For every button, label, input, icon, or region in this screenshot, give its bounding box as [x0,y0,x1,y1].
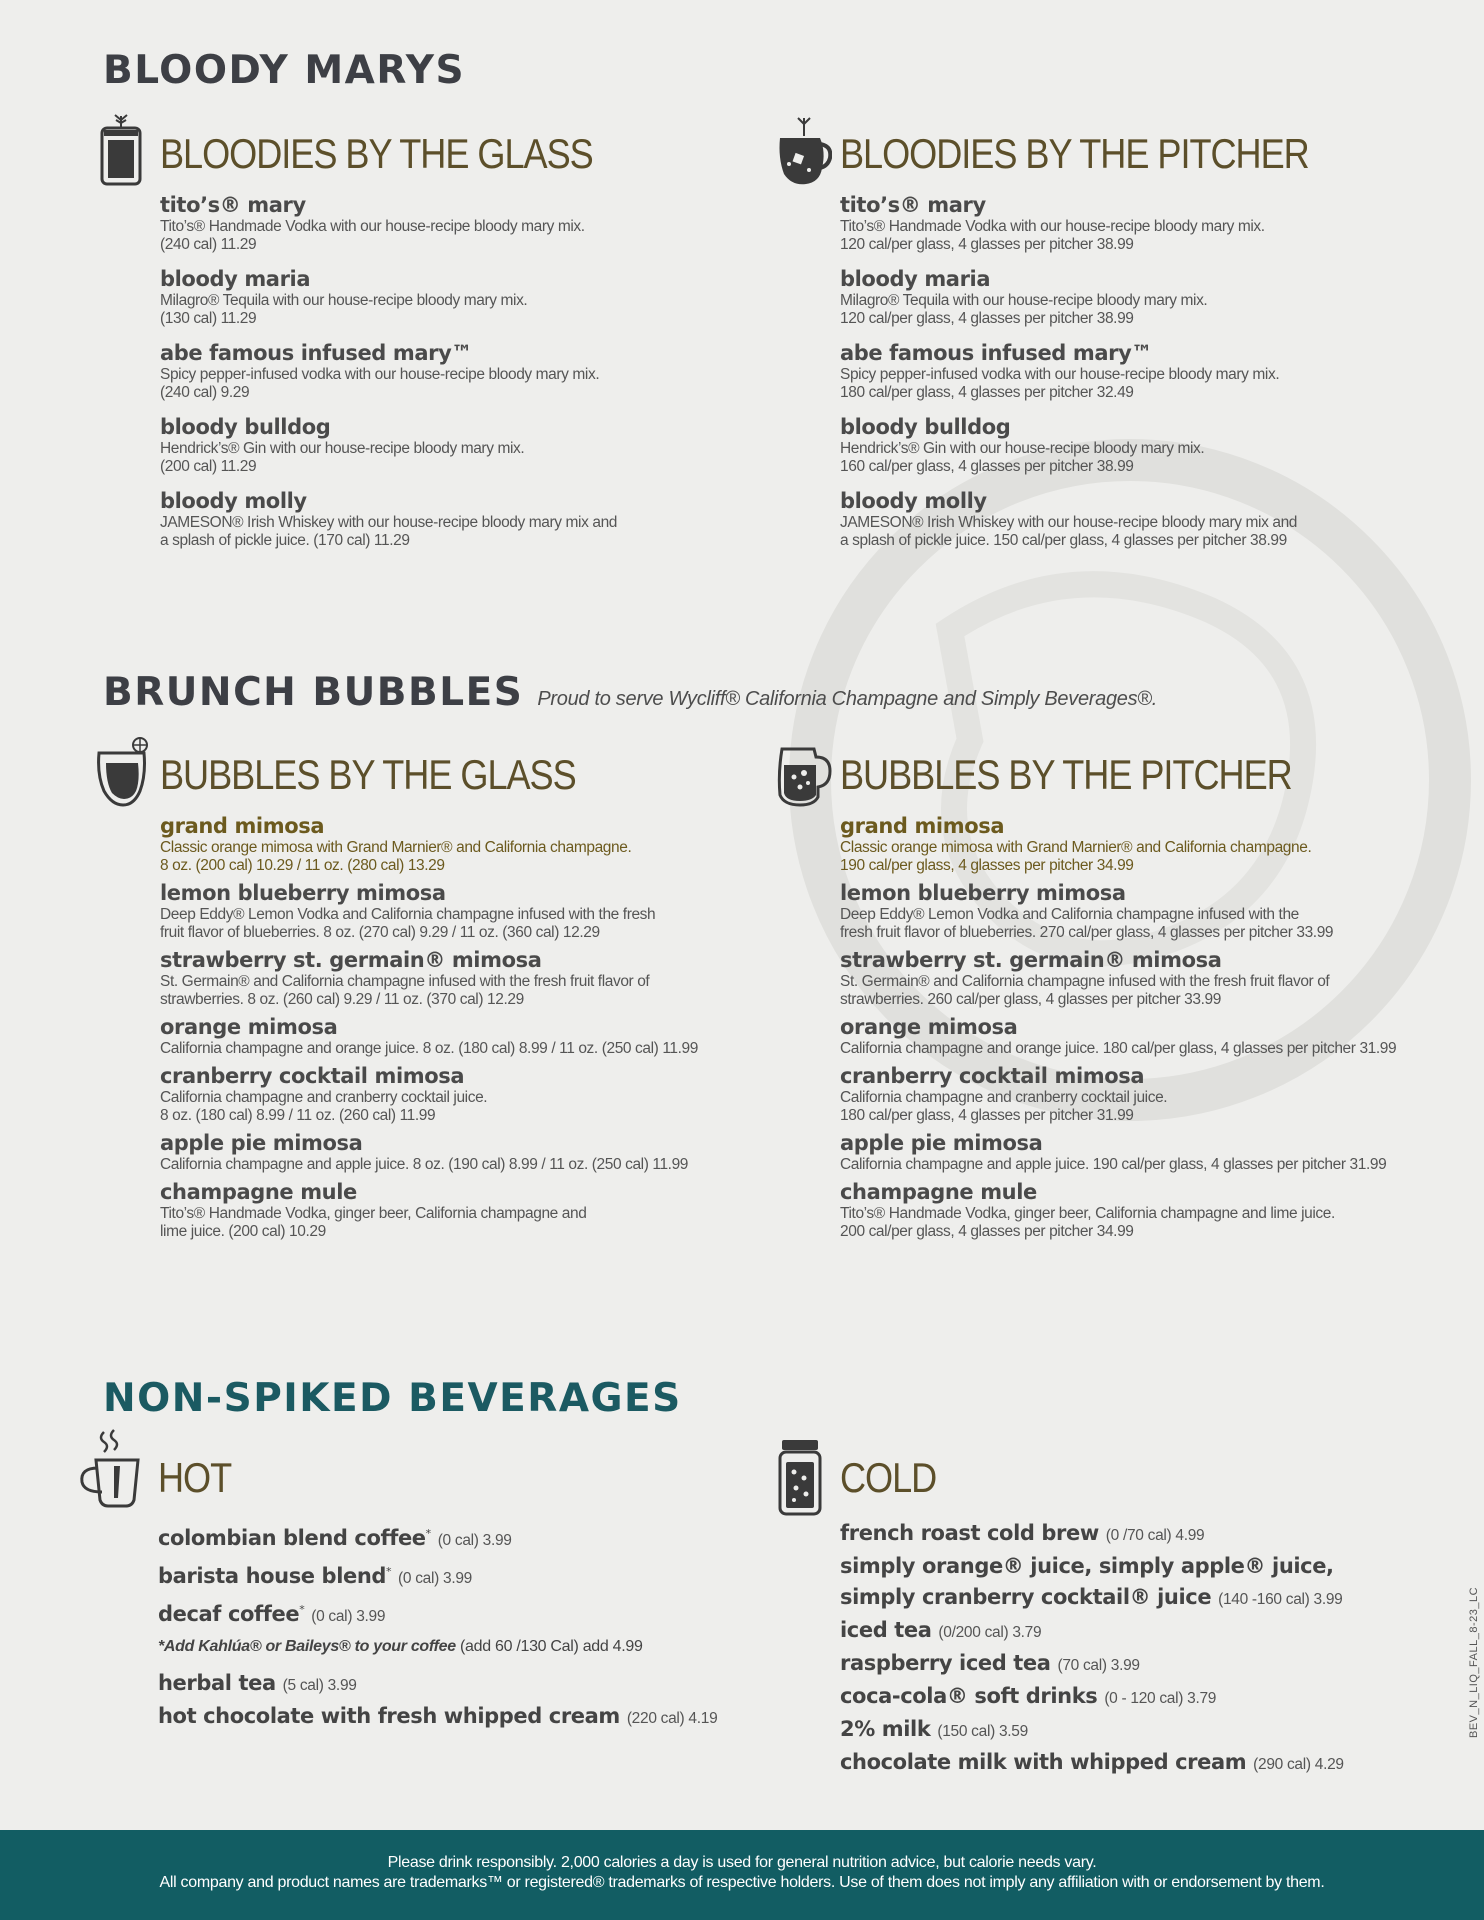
menu-item [160,1014,698,1058]
item-description: 180 cal/per glass, 4 glasses per pitcher 32.49 [840,384,1134,401]
beverage-name: iced tea [840,1618,932,1642]
menu-item [840,1179,1396,1241]
item-name: champagne mule [160,1180,357,1204]
beverage-name: herbal tea [158,1671,276,1695]
item-description: 190 cal/per glass, 4 glasses per pitcher 34.99 [840,857,1134,874]
item-name: cranberry cocktail mimosa [840,1064,1145,1088]
bloodies-pitcher-list [840,192,1297,550]
menu-item [160,880,698,942]
item-name: bloody bulldog [160,415,331,439]
item-name: strawberry st. germain® mimosa [840,948,1222,972]
menu-item [160,488,617,550]
item-description: Deep Eddy® Lemon Vodka and California champagne infused with the fresh [160,906,656,923]
cold-column [840,1454,1344,1780]
hot-list-1 [158,1518,717,1632]
item-name: apple pie mimosa [840,1131,1043,1155]
item-description: California champagne and orange juice. 8 oz. (180 cal) 8.99 / 11 oz. (250 cal) 11.99 [160,1040,698,1057]
pitcher-icon [774,114,832,188]
item-description: 120 cal/per glass, 4 glasses per pitcher 38.99 [840,310,1134,327]
item-name: champagne mule [840,1180,1037,1204]
hot-addon-note [158,1632,717,1662]
beverage-row [158,1518,717,1556]
brunch-bubbles-note: Proud to serve Wycliff® California Champagne and Simply Beverages®. [537,688,1158,710]
section-title-brunch-bubbles [103,670,1157,715]
menu-item [840,1063,1396,1125]
menu-item [160,947,698,1009]
item-description: Tito’s® Handmade Vodka, ginger beer, California champagne and lime juice. [840,1205,1335,1222]
beverage-row [840,1681,1344,1714]
item-description: Tito’s® Handmade Vodka, ginger beer, California champagne and [160,1205,587,1222]
beverage-calories-price: (220 cal) 4.19 [626,1710,718,1727]
beverage-calories-price: (140 -160 cal) 3.99 [1218,1591,1343,1608]
item-name: abe famous infused mary™ [160,341,472,365]
item-description: Hendrick’s® Gin with our house-recipe bloody mary mix. [840,440,1205,457]
beverage-name: decaf coffee [158,1602,300,1626]
bubbles-pitcher-column [840,751,1396,1246]
bubbles-pitcher-list [840,813,1396,1241]
mason-jar-icon [94,114,152,188]
item-description: 120 cal/per glass, 4 glasses per pitcher 38.99 [840,236,1134,253]
item-name: tito’s® mary [160,193,306,217]
menu-item [160,813,698,875]
beverage-name: raspberry iced tea [840,1651,1051,1675]
item-name: strawberry st. germain® mimosa [160,948,542,972]
beverage-name: colombian blend coffee [158,1526,426,1550]
cold-title: COLD [840,1454,937,1501]
bubbles-glass-column [160,751,698,1246]
item-name: grand mimosa [840,814,1005,838]
cold-header [840,1454,1344,1518]
item-description: lime juice. (200 cal) 10.29 [160,1223,326,1240]
item-description: Tito’s® Handmade Vodka with our house-recipe bloody mary mix. [160,218,585,235]
footer-line-1: Please drink responsibly. 2,000 calories a day is used for general nutrition advice, but calorie needs vary. [387,1854,1097,1871]
menu-code: BEV_N_LIQ_FALL_8-23_LC [1468,1586,1480,1738]
beverage-calories-price: (0/200 cal) 3.79 [938,1624,1042,1641]
item-description: fresh fruit flavor of blueberries. 270 cal/per glass, 4 glasses per pitcher 33.99 [840,924,1334,941]
item-name: orange mimosa [160,1015,338,1039]
item-description: St. Germain® and California champagne infused with the fresh fruit flavor of [160,973,650,990]
item-description: California champagne and apple juice. 190 cal/per glass, 4 glasses per pitcher 31.99 [840,1156,1387,1173]
asterisk-marker: * [425,1527,431,1540]
menu-item [840,488,1297,550]
beverage-calories-price: (150 cal) 3.59 [937,1723,1028,1740]
item-name: bloody bulldog [840,415,1011,439]
bubbles-pitcher-title: BUBBLES BY THE PITCHER [840,751,1292,798]
beverage-calories-price: (0 cal) 3.99 [437,1532,512,1549]
beverage-calories-price: (0 cal) 3.99 [311,1608,386,1625]
bubbles-pitcher-icon [774,735,832,809]
beverage-calories-price: (0 cal) 3.99 [398,1570,472,1587]
bloodies-pitcher-column [840,130,1309,562]
item-name: apple pie mimosa [160,1131,363,1155]
cold-list [840,1518,1344,1780]
beverage-name: french roast cold brew [840,1521,1099,1545]
item-name: bloody molly [840,489,987,513]
item-description: California champagne and apple juice. 8 oz. (190 cal) 8.99 / 11 oz. (250 cal) 11.99 [160,1156,689,1173]
bubbles-glass-header [160,751,698,813]
item-name: cranberry cocktail mimosa [160,1064,465,1088]
item-name: tito’s® mary [840,193,986,217]
menu-item [840,947,1396,1009]
item-name: abe famous infused mary™ [840,341,1152,365]
beverage-name: simply orange® juice, simply apple® juice, [840,1554,1334,1578]
beverage-row [840,1714,1344,1747]
menu-item [160,192,617,254]
menu-item [160,1130,698,1174]
menu-item [840,192,1297,254]
beverage-calories-price: (5 cal) 3.99 [282,1677,357,1694]
item-description: a splash of pickle juice. (170 cal) 11.29 [160,532,410,549]
bloodies-glass-title: BLOODIES BY THE GLASS [160,130,593,177]
item-description: a splash of pickle juice. 150 cal/per glass, 4 glasses per pitcher 38.99 [840,532,1287,549]
bloodies-glass-column [160,130,617,562]
item-description: 160 cal/per glass, 4 glasses per pitcher 38.99 [840,458,1134,475]
item-name: lemon blueberry mimosa [160,881,446,905]
beverage-name: 2% milk [840,1717,931,1741]
bloodies-pitcher-header [840,130,1309,192]
item-name: bloody molly [160,489,307,513]
menu-item [840,414,1297,476]
item-description: Spicy pepper-infused vodka with our house-recipe bloody mary mix. [160,366,600,383]
beverage-row [840,1615,1344,1648]
item-description: Classic orange mimosa with Grand Marnier® and California champagne. [840,839,1312,856]
bloodies-pitcher-title: BLOODIES BY THE PITCHER [840,130,1309,177]
jar-icon [776,1438,824,1516]
menu-item [840,813,1396,875]
item-description: fruit flavor of blueberries. 8 oz. (270 cal) 9.29 / 11 oz. (360 cal) 12.29 [160,924,600,941]
hot-title: HOT [158,1454,232,1501]
item-name: bloody maria [160,267,311,291]
addon-note-bold: *Add Kahlúa® or Baileys® to your coffee [158,1638,456,1655]
beverage-calories-price: (0 /70 cal) 4.99 [1105,1527,1205,1544]
item-description: California champagne and cranberry cocktail juice. [840,1089,1168,1106]
item-description: Tito’s® Handmade Vodka with our house-recipe bloody mary mix. [840,218,1265,235]
hot-column [158,1454,717,1734]
beverage-name: barista house blend [158,1564,387,1588]
item-description: 8 oz. (180 cal) 8.99 / 11 oz. (260 cal) 11.99 [160,1107,436,1124]
beverage-row [840,1518,1344,1551]
beverage-name: coca-cola® soft drinks [840,1684,1098,1708]
beverage-name: simply cranberry cocktail® juice [840,1585,1212,1609]
item-description: California champagne and cranberry cocktail juice. [160,1089,488,1106]
item-description: JAMESON® Irish Whiskey with our house-recipe bloody mary mix and [840,514,1298,531]
item-description: (240 cal) 9.29 [160,384,250,401]
bloodies-glass-header [160,130,617,192]
menu-item [160,266,617,328]
coffee-mug-icon [76,1428,148,1510]
hot-header [158,1454,717,1518]
beverage-row [158,1594,717,1632]
menu-item [160,1063,698,1125]
beverage-row [158,1701,717,1734]
menu-item [840,1014,1396,1058]
asterisk-marker: * [299,1603,305,1616]
menu-item [160,1179,698,1241]
section-title-non-spiked: NON-SPIKED BEVERAGES [103,1376,682,1421]
menu-item [840,266,1297,328]
menu-item [840,1130,1396,1174]
item-description: strawberries. 260 cal/per glass, 4 glasses per pitcher 33.99 [840,991,1221,1008]
menu-item [840,340,1297,402]
bubbles-glass-title: BUBBLES BY THE GLASS [160,751,576,798]
item-description: California champagne and orange juice. 180 cal/per glass, 4 glasses per pitcher 31.99 [840,1040,1397,1057]
bloodies-glass-list [160,192,617,550]
bubbles-pitcher-header [840,751,1396,813]
item-description: JAMESON® Irish Whiskey with our house-recipe bloody mary mix and [160,514,618,531]
item-description: (130 cal) 11.29 [160,310,257,327]
item-description: Classic orange mimosa with Grand Marnier® and California champagne. [160,839,632,856]
item-description: 8 oz. (200 cal) 10.29 / 11 oz. (280 cal) 13.29 [160,857,445,874]
item-name: grand mimosa [160,814,325,838]
hot-list-2 [158,1668,717,1734]
beverage-calories-price: (70 cal) 3.99 [1057,1657,1140,1674]
item-description: Spicy pepper-infused vodka with our house-recipe bloody mary mix. [840,366,1280,383]
beverage-row [840,1551,1344,1582]
beverage-calories-price: (290 cal) 4.29 [1253,1756,1344,1773]
menu-item [160,414,617,476]
beverage-row [840,1582,1344,1615]
beverage-row [158,1556,717,1594]
beverage-row [840,1747,1344,1780]
item-description: Milagro® Tequila with our house-recipe bloody mary mix. [840,292,1208,309]
section-title-bloody-marys: BLOODY MARYS [103,48,466,93]
item-description: Milagro® Tequila with our house-recipe bloody mary mix. [160,292,528,309]
item-name: lemon blueberry mimosa [840,881,1126,905]
item-name: orange mimosa [840,1015,1018,1039]
bubbles-glass-list [160,813,698,1241]
item-description: St. Germain® and California champagne infused with the fresh fruit flavor of [840,973,1330,990]
item-name: bloody maria [840,267,991,291]
addon-note-price: (add 60 /130 Cal) add 4.99 [455,1638,643,1655]
beverage-calories-price: (0 - 120 cal) 3.79 [1104,1690,1217,1707]
beverage-row [840,1648,1344,1681]
footer-line-2: All company and product names are trademarks™ or registered® trademarks of respective holders. Use of them does not imply any affiliation with or endorsement by them. [159,1874,1325,1891]
asterisk-marker: * [386,1565,392,1578]
menu-item [840,880,1396,942]
footer [0,1830,1484,1920]
beverage-name: hot chocolate with fresh whipped cream [158,1704,620,1728]
wine-glass-icon [94,735,152,809]
menu-item [160,340,617,402]
item-description: strawberries. 8 oz. (260 cal) 9.29 / 11 oz. (370 cal) 12.29 [160,991,524,1008]
item-description: (240 cal) 11.29 [160,236,257,253]
item-description: 200 cal/per glass, 4 glasses per pitcher 34.99 [840,1223,1134,1240]
beverage-name: chocolate milk with whipped cream [840,1750,1247,1774]
brunch-bubbles-heading: BRUNCH BUBBLES [103,670,524,715]
item-description: Hendrick’s® Gin with our house-recipe bloody mary mix. [160,440,525,457]
item-description: 180 cal/per glass, 4 glasses per pitcher 31.99 [840,1107,1134,1124]
beverage-row [158,1668,717,1701]
item-description: (200 cal) 11.29 [160,458,257,475]
item-description: Deep Eddy® Lemon Vodka and California champagne infused with the [840,906,1299,923]
